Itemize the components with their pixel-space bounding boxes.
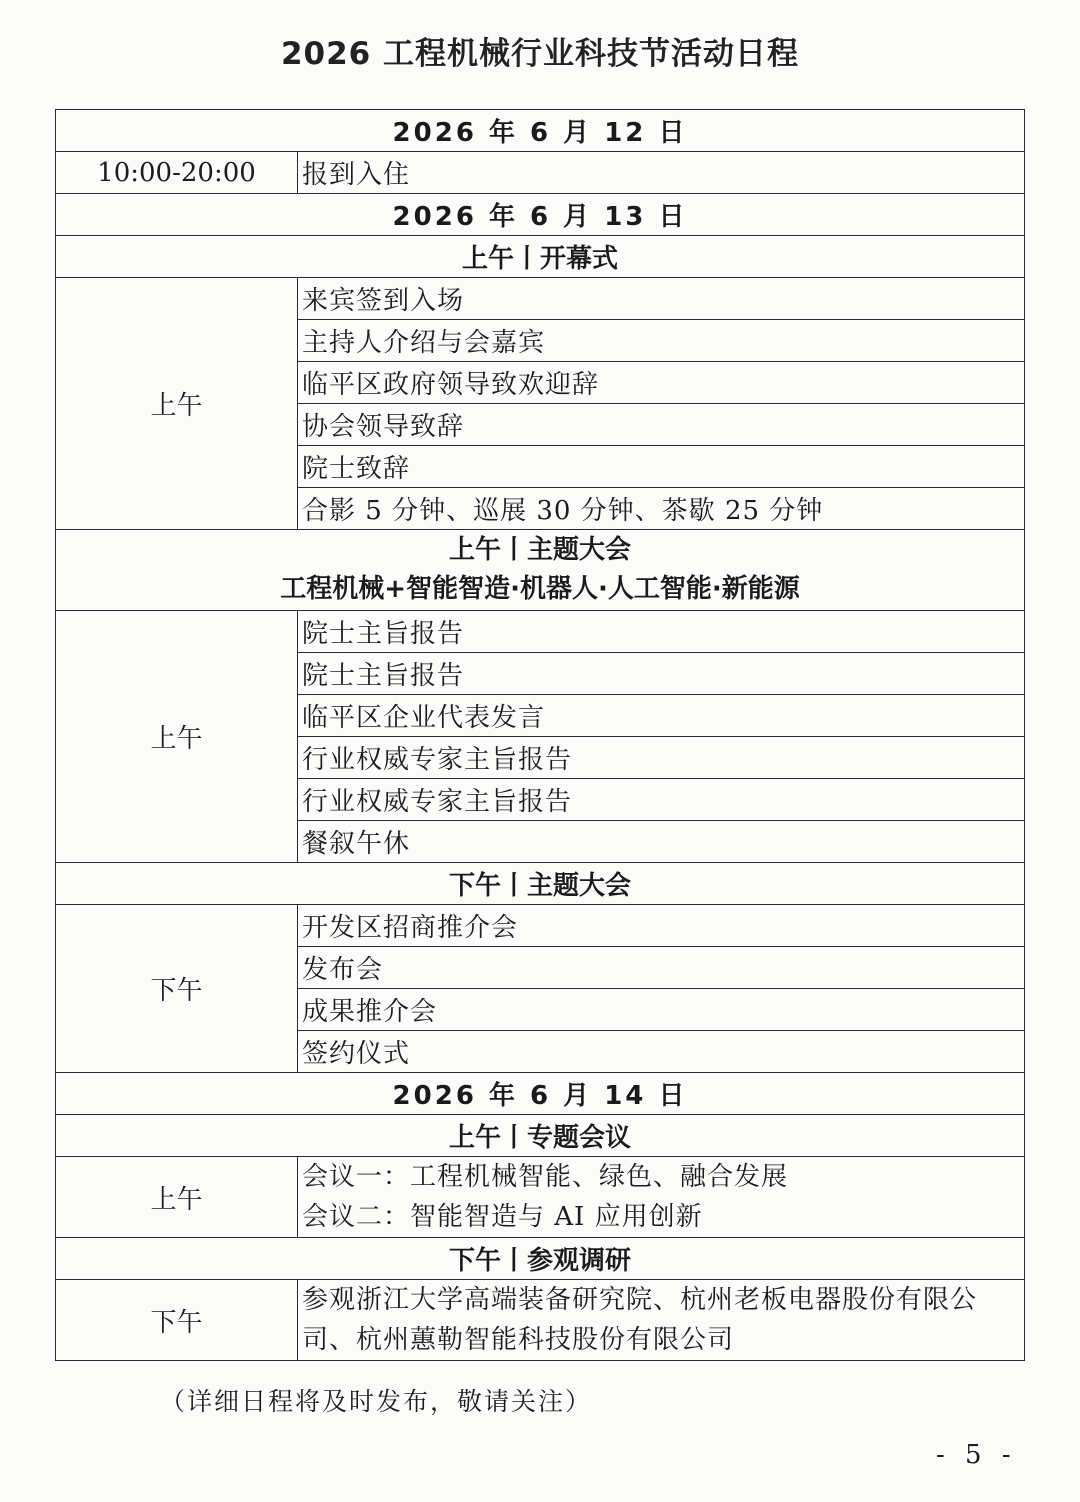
table-row — [56, 1157, 1025, 1238]
agenda-item: 成果推介会 — [298, 989, 1025, 1031]
page-number: - 5 - — [936, 1440, 1017, 1470]
period-cell: 上午 — [56, 611, 298, 863]
agenda-line: 会议二：智能智造与 AI 应用创新 — [302, 1202, 703, 1232]
time-cell: 10:00-20:00 — [56, 152, 298, 194]
table-row — [56, 1280, 1025, 1361]
section-title: 上午丨主题大会 — [448, 535, 631, 565]
agenda-item: 行业权威专家主旨报告 — [298, 737, 1025, 779]
agenda-item: 院士致辞 — [298, 446, 1025, 488]
agenda-line: 会议一：工程机械智能、绿色、融合发展 — [302, 1162, 789, 1192]
agenda-item: 主持人介绍与会嘉宾 — [298, 320, 1025, 362]
agenda-item: 发布会 — [298, 947, 1025, 989]
table-row — [56, 611, 1025, 653]
date-row-day2 — [56, 194, 1025, 236]
table-row — [56, 278, 1025, 320]
date-header: 2026 年 6 月 14 日 — [56, 1073, 1025, 1115]
date-row-day3 — [56, 1073, 1025, 1115]
agenda-item: 餐叙午休 — [298, 821, 1025, 863]
period-cell: 上午 — [56, 278, 298, 530]
period-cell: 上午 — [56, 1157, 298, 1238]
agenda-item: 报到入住 — [298, 152, 1025, 194]
agenda-line: 参观浙江大学高端装备研究院、杭州老板电器股份有限公 — [302, 1285, 978, 1315]
section-header: 上午丨开幕式 — [56, 236, 1025, 278]
section-row — [56, 1115, 1025, 1157]
section-row — [56, 530, 1025, 611]
agenda-item: 来宾签到入场 — [298, 278, 1025, 320]
agenda-item: 签约仪式 — [298, 1031, 1025, 1073]
section-subtitle: 工程机械+智能智造·机器人·人工智能·新能源 — [280, 574, 800, 604]
date-header: 2026 年 6 月 13 日 — [56, 194, 1025, 236]
section-row — [56, 1238, 1025, 1280]
schedule-table — [55, 109, 1025, 1361]
document-title: 2026 工程机械行业科技节活动日程 — [280, 36, 800, 72]
section-header: 下午丨主题大会 — [56, 863, 1025, 905]
agenda-line: 司、杭州蕙勒智能科技股份有限公司 — [302, 1325, 735, 1355]
section-header: 上午丨专题会议 — [56, 1115, 1025, 1157]
section-header: 下午丨参观调研 — [56, 1238, 1025, 1280]
period-cell: 下午 — [56, 905, 298, 1073]
agenda-item: 院士主旨报告 — [298, 611, 1025, 653]
agenda-item: 合影 5 分钟、巡展 30 分钟、茶歇 25 分钟 — [298, 488, 1025, 530]
section-header — [56, 530, 1025, 611]
agenda-item: 临平区政府领导致欢迎辞 — [298, 362, 1025, 404]
date-header: 2026 年 6 月 12 日 — [56, 110, 1025, 152]
footnote: （详细日程将及时发布，敬请关注） — [160, 1387, 593, 1416]
section-row — [56, 236, 1025, 278]
agenda-item — [298, 1157, 1025, 1238]
agenda-item: 开发区招商推介会 — [298, 905, 1025, 947]
table-row — [56, 905, 1025, 947]
period-cell: 下午 — [56, 1280, 298, 1361]
date-row-day1 — [56, 110, 1025, 152]
agenda-item: 临平区企业代表发言 — [298, 695, 1025, 737]
agenda-item: 行业权威专家主旨报告 — [298, 779, 1025, 821]
agenda-item: 院士主旨报告 — [298, 653, 1025, 695]
table-row — [56, 152, 1025, 194]
agenda-item — [298, 1280, 1025, 1361]
section-row — [56, 863, 1025, 905]
agenda-item: 协会领导致辞 — [298, 404, 1025, 446]
